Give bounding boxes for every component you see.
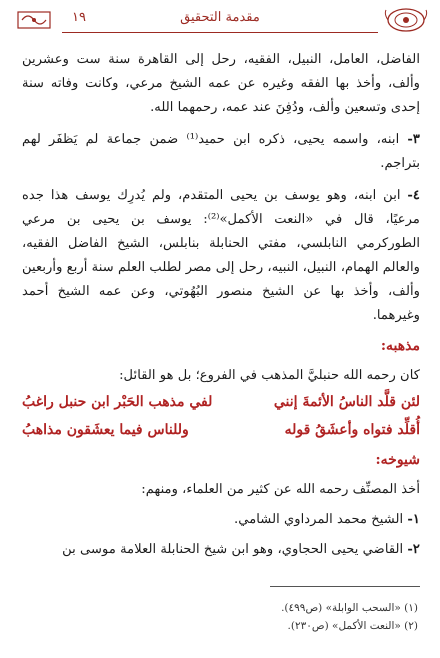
paragraph-text: ابن ابنه، وهو يوسف بن يحيى المتقدم، ولم يُدرِك يوسف هذا جده مرعيًا، قال في «النعت الأكمل»⁽²⁾: يوسف بن يحيى بن مرعي الطوركرمي النابلسي، مفتي الحنابلة بنابلس، الشيخ الفاضل الفقيه، والعالم الهمام، النبيل، النبيه، رحل إلى مصر لطلب العلم سنة أربع وأربعين وألف، وأخذ بها عن الشيخ منصور البُهُوتي، وعن عمه الشيخ أحمد وغيرهما. [22,188,420,323]
footnote-separator [270,586,420,587]
list-item-text: الشيخ محمد المرداوي الشامي. [234,512,404,527]
list-item [22,538,420,562]
paragraph [22,184,420,328]
page-header [12,6,428,36]
header-rule [62,32,378,33]
verse-hemistich: أُقلِّد فتواه وأعشَقُ قوله [284,422,420,438]
paragraph: أخذ المصنِّف رحمه الله عن كثير من العلماء، ومنهم: [141,482,420,497]
item-label: ٤- [407,188,420,203]
item-label: ١- [407,512,420,527]
item-label: ٣- [407,132,420,147]
item-label: ٢- [407,542,420,557]
paragraph: الفاضل، العامل، النبيل، الفقيه، رحل إلى القاهرة سنة ست وعشرين وألف، وأخذ بها الفقه وغيره عن عمه الشيخ مرعي، وكانت وفاته سنة إحدى وتسعين وألف، ودُفِنَ عند عمه، رحمهما الله. [22,52,420,115]
verse-line [22,416,420,444]
page-header-title: مقدمة التحقيق [180,10,260,25]
main-text [22,48,420,562]
paragraph [22,128,420,176]
footnote: (١) «السحب الوابلة» (ص٤٩٩). [281,602,418,614]
verse-hemistich: لئن قلَّد الناسُ الأئمةَ إنني [273,394,420,410]
ornament-left-icon [12,8,56,32]
verse-line [22,388,420,416]
section-heading: مذهبه: [380,338,420,354]
paragraph-text: ابنه، واسمه يحيى، ذكره ابن حميد⁽¹⁾ ضمن جماعة لم يَظفَر لهم بتراجم. [22,132,420,171]
verse-hemistich: لفي مذهب الحَبْر ابن حنبل راغبُ [22,394,213,410]
section-heading: شيوخه: [375,452,420,468]
list-item [22,508,420,532]
list-item-text: القاضي يحيى الحجاوي، وهو ابن شيخ الحنابلة العلامة موسى بن [62,542,404,557]
footnote: (٢) «النعت الأكمل» (ص٢٣٠). [287,620,418,632]
verse-hemistich: وللناس فيما يعشَقون مذاهبُ [22,422,189,438]
paragraph: كان رحمه الله حنبليَّ المذهب في الفروع؛ بل هو القائل: [119,368,420,383]
page-number: ١٩ [72,10,86,25]
